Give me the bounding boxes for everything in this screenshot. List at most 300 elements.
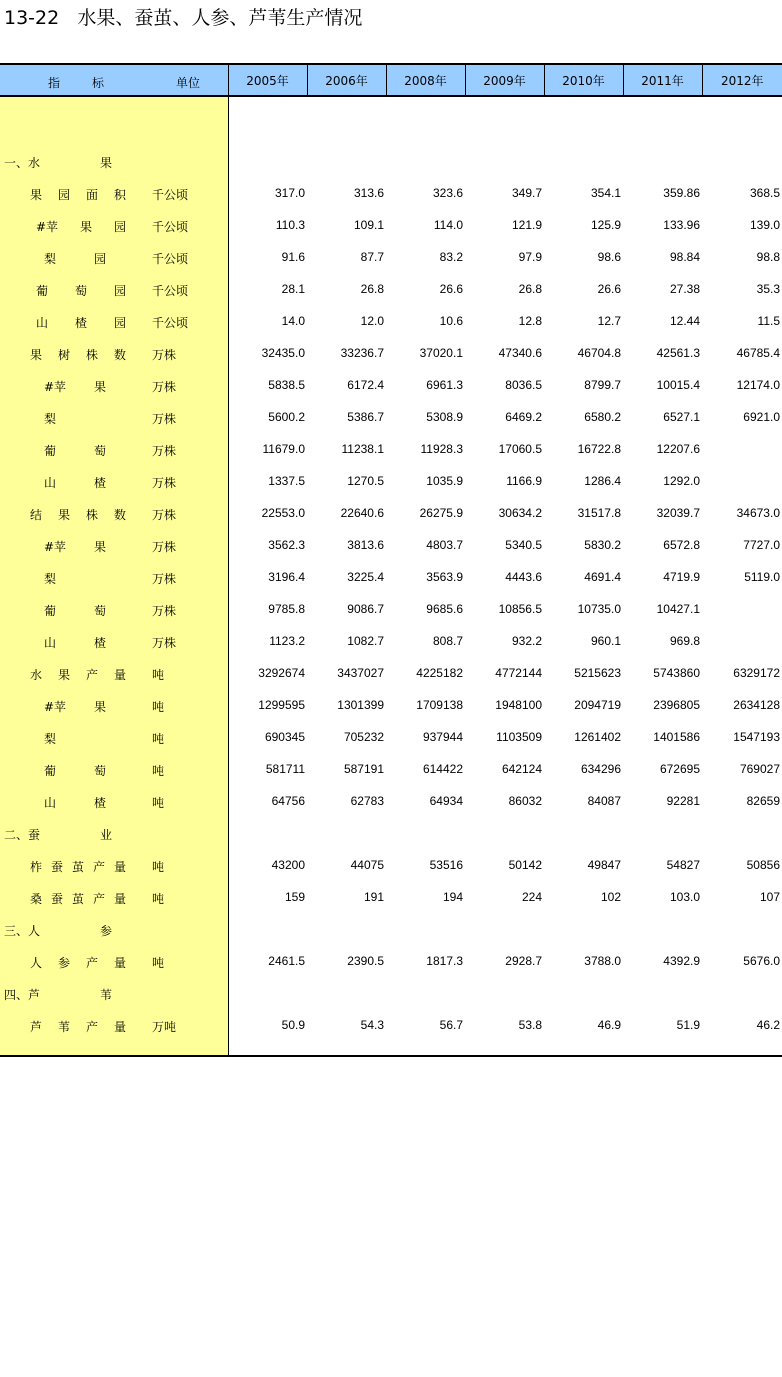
value-cell: 26275.9 bbox=[419, 506, 463, 520]
table-row bbox=[0, 337, 782, 369]
year-header: 2009年 bbox=[465, 65, 544, 96]
value-cell bbox=[544, 913, 623, 945]
unit-label: 万吨 bbox=[152, 1020, 177, 1034]
label-char: #苹 bbox=[44, 700, 67, 714]
label-char: 参 bbox=[57, 956, 70, 970]
value-cell: 91.6 bbox=[281, 250, 305, 264]
label-char: 山 bbox=[44, 636, 57, 650]
table-row bbox=[0, 689, 782, 721]
label-char: 参 bbox=[99, 924, 112, 938]
value-cell: 5676.0 bbox=[743, 954, 780, 968]
label-char: 积 bbox=[113, 188, 126, 202]
table-row bbox=[0, 657, 782, 689]
value-cell: 1286.4 bbox=[584, 474, 621, 488]
value-cell: 50856 bbox=[746, 858, 780, 872]
value-cell bbox=[623, 913, 702, 945]
label-char: 萄 bbox=[93, 444, 106, 458]
year-header: 2005年 bbox=[228, 65, 307, 96]
value-cell: 28.1 bbox=[281, 282, 305, 296]
value-cell: 109.1 bbox=[353, 218, 384, 232]
value-cell: 107 bbox=[759, 890, 780, 904]
label-char: 一、水 bbox=[4, 156, 41, 170]
value-cell: 969.8 bbox=[669, 634, 700, 648]
indicator-label bbox=[44, 474, 106, 491]
unit-header: 单位 bbox=[176, 76, 201, 90]
label-char: 园 bbox=[57, 188, 70, 202]
label-char: 产 bbox=[92, 860, 105, 874]
value-cell: 22553.0 bbox=[261, 506, 305, 520]
value-cell: 1301399 bbox=[337, 698, 384, 712]
value-cell: 6329172 bbox=[733, 666, 780, 680]
value-cell bbox=[544, 145, 623, 177]
year-header: 2010年 bbox=[544, 65, 623, 96]
label-char: 苇 bbox=[99, 988, 112, 1002]
label-char: 果 bbox=[99, 156, 112, 170]
value-cell: 50.9 bbox=[281, 1018, 305, 1032]
indicator-label bbox=[30, 506, 126, 523]
table-row bbox=[0, 305, 782, 337]
table-row bbox=[0, 401, 782, 433]
table-row bbox=[0, 625, 782, 657]
label-char: 楂 bbox=[93, 796, 106, 810]
value-cell: 32039.7 bbox=[656, 506, 700, 520]
table-header bbox=[0, 65, 782, 96]
indicator-label bbox=[44, 698, 106, 715]
section-label bbox=[4, 826, 112, 843]
indicator-label bbox=[44, 634, 106, 651]
value-cell bbox=[465, 817, 544, 849]
value-cell: 11.5 bbox=[757, 314, 780, 328]
value-cell: 1709138 bbox=[416, 698, 463, 712]
section-row bbox=[0, 145, 782, 177]
value-cell: 11928.3 bbox=[420, 442, 463, 456]
value-cell: 56.7 bbox=[439, 1018, 463, 1032]
table-row bbox=[0, 1009, 782, 1041]
value-cell: 2390.5 bbox=[347, 954, 384, 968]
value-cell: 581711 bbox=[265, 762, 305, 776]
label-char: 桑 bbox=[30, 892, 43, 906]
section-label bbox=[4, 986, 112, 1003]
value-cell: 10015.4 bbox=[656, 378, 700, 392]
unit-label: 吨 bbox=[152, 700, 165, 714]
value-cell bbox=[307, 977, 386, 1009]
spacer-row bbox=[0, 1041, 782, 1055]
indicator-cell bbox=[0, 433, 228, 465]
value-cell bbox=[702, 465, 782, 497]
value-cell: 194 bbox=[442, 890, 463, 904]
indicator-label bbox=[36, 314, 126, 331]
indicator-cell bbox=[0, 96, 228, 145]
indicator-cell bbox=[0, 593, 228, 625]
indicator-cell bbox=[0, 369, 228, 401]
value-cell: 3225.4 bbox=[347, 570, 384, 584]
value-cell: 3437027 bbox=[337, 666, 384, 680]
indicator-cell bbox=[0, 337, 228, 369]
value-cell: 1299595 bbox=[258, 698, 305, 712]
value-cell: 1292.0 bbox=[663, 474, 700, 488]
indicator-cell bbox=[0, 753, 228, 785]
unit-label: 吨 bbox=[152, 956, 165, 970]
table-row bbox=[0, 241, 782, 273]
unit-label: 千公顷 bbox=[152, 220, 189, 234]
label-char: 梨 bbox=[44, 252, 57, 266]
value-cell: 3563.9 bbox=[426, 570, 463, 584]
value-cell: 86032 bbox=[508, 794, 542, 808]
value-cell: 769027 bbox=[739, 762, 780, 776]
indicator-cell bbox=[0, 689, 228, 721]
label-char: #苹 bbox=[44, 540, 67, 554]
value-cell bbox=[544, 977, 623, 1009]
unit-label: 吨 bbox=[152, 860, 165, 874]
indicator-label bbox=[44, 602, 106, 619]
indicator-cell bbox=[0, 209, 228, 241]
value-cell: 98.84 bbox=[669, 250, 700, 264]
indicator-label bbox=[44, 410, 56, 427]
label-char: 量 bbox=[113, 956, 126, 970]
indicator-label bbox=[30, 346, 126, 363]
year-header: 2011年 bbox=[623, 65, 702, 96]
spacer-row bbox=[0, 96, 782, 145]
indicator-cell bbox=[0, 145, 228, 177]
year-header: 2006年 bbox=[307, 65, 386, 96]
unit-label: 千公顷 bbox=[152, 252, 189, 266]
label-char: 园 bbox=[93, 252, 106, 266]
unit-label: 万株 bbox=[152, 412, 177, 426]
value-cell: 46785.4 bbox=[736, 346, 780, 360]
unit-label: 千公顷 bbox=[152, 284, 189, 298]
value-cell: 354.1 bbox=[590, 186, 621, 200]
value-cell: 1103509 bbox=[496, 730, 542, 744]
label-char: 楂 bbox=[93, 476, 106, 490]
value-cell: 26.6 bbox=[597, 282, 621, 296]
unit-label: 万株 bbox=[152, 348, 177, 362]
value-cell: 5308.9 bbox=[426, 410, 463, 424]
value-cell: 1337.5 bbox=[268, 474, 305, 488]
value-cell: 5838.5 bbox=[268, 378, 305, 392]
label-char: 果 bbox=[93, 380, 106, 394]
indicator-cell bbox=[0, 785, 228, 817]
value-cell: 12174.0 bbox=[736, 378, 780, 392]
label-char: 园 bbox=[113, 284, 126, 298]
label-char: 果 bbox=[30, 188, 43, 202]
value-cell: 26.8 bbox=[360, 282, 384, 296]
value-cell: 1261402 bbox=[574, 730, 621, 744]
value-cell bbox=[386, 817, 465, 849]
label-char: 山 bbox=[44, 476, 57, 490]
label-char: #苹 bbox=[36, 220, 59, 234]
value-cell: 121.9 bbox=[511, 218, 542, 232]
value-cell: 3292674 bbox=[258, 666, 305, 680]
value-cell: 54827 bbox=[666, 858, 700, 872]
indicator-cell bbox=[0, 945, 228, 977]
label-char: 梨 bbox=[44, 412, 57, 426]
label-char: 山 bbox=[36, 316, 49, 330]
table-row bbox=[0, 593, 782, 625]
value-cell: 12.7 bbox=[597, 314, 621, 328]
value-cell bbox=[544, 817, 623, 849]
unit-label: 万株 bbox=[152, 380, 177, 394]
value-cell bbox=[307, 817, 386, 849]
label-char: 产 bbox=[85, 668, 98, 682]
indicator-label bbox=[36, 282, 126, 299]
value-cell bbox=[228, 145, 307, 177]
value-cell: 27.38 bbox=[669, 282, 700, 296]
table-body bbox=[0, 96, 782, 1055]
value-cell: 30634.2 bbox=[498, 506, 542, 520]
value-cell: 323.6 bbox=[432, 186, 463, 200]
table-row bbox=[0, 721, 782, 753]
value-cell bbox=[386, 977, 465, 1009]
indicator-cell bbox=[0, 881, 228, 913]
table-row bbox=[0, 849, 782, 881]
value-cell: 808.7 bbox=[432, 634, 463, 648]
indicator-cell bbox=[0, 913, 228, 945]
data-table bbox=[0, 65, 782, 1055]
value-cell bbox=[386, 913, 465, 945]
value-cell: 6572.8 bbox=[663, 538, 700, 552]
value-cell: 4803.7 bbox=[426, 538, 463, 552]
indicator-label bbox=[48, 74, 104, 91]
value-cell: 4443.6 bbox=[505, 570, 542, 584]
value-cell: 9685.6 bbox=[426, 602, 463, 616]
value-cell: 2928.7 bbox=[505, 954, 542, 968]
indicator-label-char: 标 bbox=[91, 76, 104, 90]
value-cell bbox=[623, 977, 702, 1009]
value-cell: 46.9 bbox=[597, 1018, 621, 1032]
value-cell: 2094719 bbox=[574, 698, 621, 712]
label-char: 产 bbox=[85, 956, 98, 970]
value-cell: 3196.4 bbox=[268, 570, 305, 584]
value-cell: 2634128 bbox=[733, 698, 780, 712]
label-char: 园 bbox=[113, 316, 126, 330]
value-cell: 614422 bbox=[422, 762, 463, 776]
value-cell: 317.0 bbox=[274, 186, 305, 200]
value-cell: 9785.8 bbox=[268, 602, 305, 616]
value-cell: 1948100 bbox=[495, 698, 542, 712]
value-cell: 937944 bbox=[422, 730, 463, 744]
label-char: 园 bbox=[113, 220, 126, 234]
label-char: 果 bbox=[57, 508, 70, 522]
table-row bbox=[0, 209, 782, 241]
table-row bbox=[0, 753, 782, 785]
label-char: 量 bbox=[113, 668, 126, 682]
value-cell: 97.9 bbox=[518, 250, 542, 264]
value-cell: 3562.3 bbox=[268, 538, 305, 552]
value-cell: 1123.2 bbox=[269, 634, 305, 648]
value-cell: 10856.5 bbox=[498, 602, 542, 616]
value-cell bbox=[228, 817, 307, 849]
label-char: 四、芦 bbox=[4, 988, 41, 1002]
value-cell: 1547193 bbox=[733, 730, 780, 744]
value-cell: 4392.9 bbox=[663, 954, 700, 968]
value-cell: 14.0 bbox=[281, 314, 305, 328]
unit-label: 万株 bbox=[152, 508, 177, 522]
value-cell: 4719.9 bbox=[663, 570, 700, 584]
indicator-cell bbox=[0, 241, 228, 273]
value-cell bbox=[465, 145, 544, 177]
indicator-label bbox=[30, 890, 126, 907]
section-label bbox=[4, 154, 112, 171]
value-cell: 17060.5 bbox=[498, 442, 542, 456]
value-cell: 5340.5 bbox=[505, 538, 542, 552]
unit-label: 万株 bbox=[152, 540, 177, 554]
value-cell: 103.0 bbox=[669, 890, 700, 904]
unit-label: 万株 bbox=[152, 476, 177, 490]
value-cell: 26.6 bbox=[439, 282, 463, 296]
indicator-label bbox=[30, 954, 126, 971]
label-char: 萄 bbox=[93, 604, 106, 618]
label-char: 人 bbox=[30, 956, 43, 970]
label-char: 果 bbox=[93, 700, 106, 714]
value-cell: 133.96 bbox=[663, 218, 700, 232]
value-cell: 87.7 bbox=[360, 250, 384, 264]
value-cell bbox=[228, 913, 307, 945]
indicator-label bbox=[44, 570, 56, 587]
table-row bbox=[0, 561, 782, 593]
label-char: 楂 bbox=[74, 316, 87, 330]
value-cell: 1035.9 bbox=[426, 474, 463, 488]
table-row bbox=[0, 177, 782, 209]
indicator-cell bbox=[0, 177, 228, 209]
indicator-cell bbox=[0, 401, 228, 433]
label-char: 楂 bbox=[93, 636, 106, 650]
label-char: 三、人 bbox=[4, 924, 41, 938]
label-char: 产 bbox=[85, 1020, 98, 1034]
value-cell: 2461.5 bbox=[268, 954, 305, 968]
label-char: 萄 bbox=[74, 284, 87, 298]
value-cell: 960.1 bbox=[590, 634, 621, 648]
unit-label: 万株 bbox=[152, 604, 177, 618]
value-cell: 5215623 bbox=[574, 666, 621, 680]
value-cell: 37020.1 bbox=[419, 346, 463, 360]
value-cell: 34673.0 bbox=[736, 506, 780, 520]
unit-label: 万株 bbox=[152, 572, 177, 586]
indicator-label-char: 指 bbox=[48, 76, 61, 90]
value-cell: 634296 bbox=[580, 762, 621, 776]
label-char: 果 bbox=[80, 220, 93, 234]
label-char: 果 bbox=[57, 668, 70, 682]
label-char: 果 bbox=[93, 540, 106, 554]
value-cell: 3813.6 bbox=[347, 538, 384, 552]
indicator-cell bbox=[0, 849, 228, 881]
unit-label: 吨 bbox=[152, 732, 165, 746]
year-header: 2012年 bbox=[702, 65, 782, 96]
value-cell: 110.3 bbox=[275, 218, 305, 232]
indicator-header bbox=[0, 65, 228, 96]
label-char: 蚕 bbox=[50, 892, 63, 906]
label-char: 业 bbox=[99, 828, 112, 842]
value-cell: 53.8 bbox=[518, 1018, 542, 1032]
indicator-label bbox=[30, 666, 126, 683]
value-cell: 705232 bbox=[343, 730, 384, 744]
value-cell: 64934 bbox=[429, 794, 463, 808]
value-cell: 51.9 bbox=[676, 1018, 700, 1032]
value-cell: 642124 bbox=[501, 762, 542, 776]
label-char: 量 bbox=[113, 1020, 126, 1034]
table-row bbox=[0, 433, 782, 465]
value-cell: 10.6 bbox=[439, 314, 463, 328]
value-cell: 31517.8 bbox=[577, 506, 621, 520]
value-cell: 98.6 bbox=[597, 250, 621, 264]
value-cell bbox=[702, 625, 782, 657]
value-cell bbox=[702, 913, 782, 945]
label-char: 蚕 bbox=[50, 860, 63, 874]
value-cell bbox=[623, 817, 702, 849]
table-row bbox=[0, 273, 782, 305]
label-char: 树 bbox=[57, 348, 70, 362]
label-char: 二、蚕 bbox=[4, 828, 41, 842]
indicator-cell bbox=[0, 561, 228, 593]
label-char: 株 bbox=[85, 508, 98, 522]
indicator-cell bbox=[0, 625, 228, 657]
value-cell: 84087 bbox=[587, 794, 621, 808]
value-cell: 43200 bbox=[271, 858, 305, 872]
label-char: 梨 bbox=[44, 732, 57, 746]
value-cell: 12207.6 bbox=[656, 442, 700, 456]
unit-label: 万株 bbox=[152, 444, 177, 458]
value-cell: 5386.7 bbox=[347, 410, 384, 424]
value-cell: 12.8 bbox=[518, 314, 542, 328]
value-cell: 1270.5 bbox=[347, 474, 384, 488]
value-cell: 4225182 bbox=[416, 666, 463, 680]
label-char: 数 bbox=[113, 348, 126, 362]
value-cell: 6527.1 bbox=[663, 410, 700, 424]
value-cell: 92281 bbox=[666, 794, 700, 808]
table-row bbox=[0, 369, 782, 401]
label-char: 茧 bbox=[71, 892, 84, 906]
indicator-cell bbox=[0, 273, 228, 305]
value-cell: 11238.1 bbox=[341, 442, 384, 456]
value-cell: 11679.0 bbox=[262, 442, 305, 456]
value-cell: 6921.0 bbox=[743, 410, 780, 424]
label-char: 株 bbox=[85, 348, 98, 362]
value-cell: 1817.3 bbox=[426, 954, 463, 968]
label-char: 茧 bbox=[71, 860, 84, 874]
label-char: 产 bbox=[92, 892, 105, 906]
value-cell bbox=[702, 145, 782, 177]
table-title: 13-22 水果、蚕茧、人参、芦苇生产情况 bbox=[4, 7, 363, 29]
value-cell bbox=[465, 977, 544, 1009]
value-cell: 8036.5 bbox=[505, 378, 542, 392]
label-char: 芦 bbox=[30, 1020, 43, 1034]
table-row bbox=[0, 785, 782, 817]
indicator-cell bbox=[0, 497, 228, 529]
value-cell: 4772144 bbox=[495, 666, 542, 680]
value-cell: 313.6 bbox=[353, 186, 384, 200]
value-cell: 6580.2 bbox=[584, 410, 621, 424]
label-char: 量 bbox=[113, 860, 126, 874]
section-label bbox=[4, 922, 112, 939]
indicator-label bbox=[44, 442, 106, 459]
value-cell: 47340.6 bbox=[498, 346, 542, 360]
value-cell: 359.86 bbox=[663, 186, 700, 200]
value-cell: 932.2 bbox=[511, 634, 542, 648]
value-cell: 10735.0 bbox=[577, 602, 621, 616]
value-cell: 10427.1 bbox=[656, 602, 700, 616]
indicator-label bbox=[30, 858, 126, 875]
unit-label: 万株 bbox=[152, 636, 177, 650]
value-cell bbox=[702, 433, 782, 465]
indicator-cell bbox=[0, 721, 228, 753]
section-row bbox=[0, 913, 782, 945]
value-cell: 125.9 bbox=[590, 218, 621, 232]
indicator-label bbox=[44, 250, 106, 267]
value-cell bbox=[386, 145, 465, 177]
value-cell: 1166.9 bbox=[506, 474, 542, 488]
section-row bbox=[0, 977, 782, 1009]
table-row bbox=[0, 945, 782, 977]
label-char: 苇 bbox=[57, 1020, 70, 1034]
